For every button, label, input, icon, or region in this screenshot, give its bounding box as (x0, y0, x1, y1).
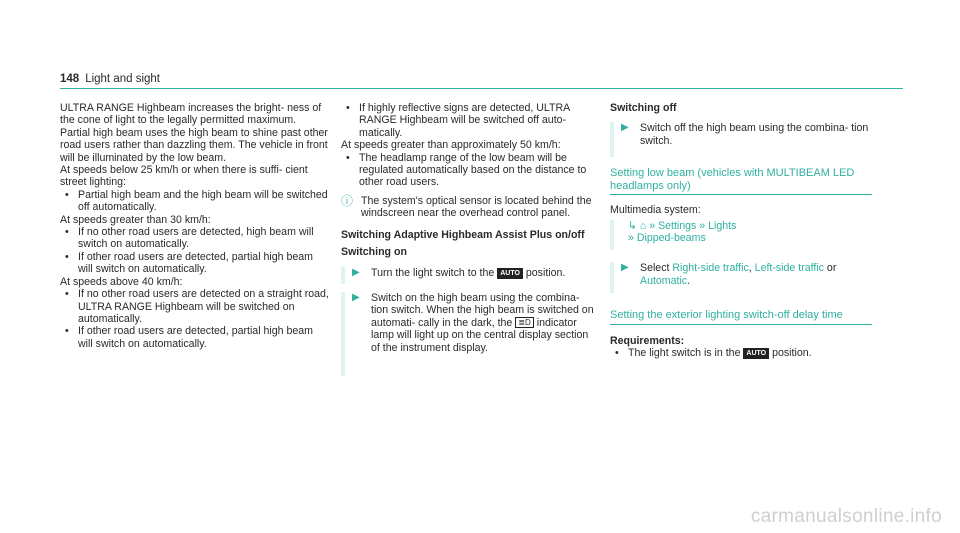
bullet-text: The light switch is in the (628, 347, 741, 360)
bullet-text: position. (772, 347, 812, 360)
menu-item-settings: Settings (658, 219, 697, 232)
step-text: Select (640, 262, 670, 275)
comma: , (748, 262, 752, 275)
step (610, 262, 872, 293)
page-number: 148 (60, 73, 80, 85)
auto-switch-icon: AUTO (743, 348, 769, 359)
step-arrow-icon: ▶ (621, 122, 629, 134)
requirements-heading: Requirements: (610, 334, 685, 347)
chevron-icon: » (649, 219, 656, 232)
menu-item-lights: Lights (708, 219, 737, 232)
option-right-side-traffic: Right-side traffic (672, 262, 749, 275)
step (610, 122, 872, 157)
step-text: Switch on the high beam using the combina- tion switch. When the high beam is switched on automati- cally in the dark, the (371, 291, 594, 329)
bullet-item: • If other road users are detected, partial high beam will switch on automatically. (65, 251, 330, 276)
column-1 (60, 102, 330, 350)
paragraph: At speeds greater than approximately 50 km/h: (341, 139, 561, 152)
home-icon: ⌂ (639, 219, 647, 232)
paragraph: At speeds above 40 km/h: (60, 275, 183, 288)
menu-arrow-icon: ↳ (628, 219, 637, 232)
period: . (687, 274, 691, 287)
bullet-item: • The headlamp range of the low beam will be regulated automatically based on the distance to other road users. (346, 152, 596, 189)
header-rule (60, 88, 903, 89)
chevron-icon: » (628, 232, 634, 245)
note-text: The system's optical sensor is located behind the windscreen near the overhead control panel. (361, 194, 592, 220)
bullet-item: • If no other road users are detected, high beam will switch on automatically. (65, 226, 330, 251)
note (341, 195, 596, 220)
option-left-side-traffic: Left-side traffic (754, 262, 824, 275)
column-3 (610, 102, 872, 360)
watermark: carmanualsonline.info (750, 506, 942, 527)
step-arrow-icon: ▶ (352, 291, 360, 303)
section-subheading: Setting the exterior lighting switch-off delay time (610, 309, 872, 325)
chevron-icon: » (699, 219, 706, 232)
bullet-item: • If no other road users are detected on a straight road, ULTRA RANGE Highbeam will be switched on automatically. (65, 288, 330, 325)
paragraph: At speeds below 25 km/h or when there is suffi- cient street lighting: (60, 164, 308, 189)
step (341, 267, 596, 283)
bullet-item: • If other road users are detected, partial high beam will switch on automatically. (65, 325, 330, 350)
menu-path (610, 220, 872, 251)
bullet-item: • Partial high beam and the high beam will be switched off automatically. (65, 189, 330, 214)
paragraph: ULTRA RANGE Highbeam increases the bright- ness of the cone of light to the legally permitted maximum. (60, 102, 322, 127)
step-text: Turn the light switch to the (371, 267, 495, 280)
step-arrow-icon: ▶ (621, 262, 629, 274)
page-header (60, 73, 160, 85)
step-text: indicator lamp will light up on the central display section of the instrument display. (371, 316, 589, 354)
paragraph: At speeds greater than 30 km/h: (60, 213, 211, 226)
paragraph: Multimedia system: (610, 204, 701, 217)
page-section-title: Light and sight (85, 73, 160, 85)
paragraph: Partial high beam uses the high beam to shine past other road users rather than dazzling them. The vehicle in front will be illuminated by the low beam. (60, 126, 328, 164)
conjunction: or (826, 262, 837, 275)
step-arrow-icon: ▶ (352, 267, 360, 279)
step-text: position. (525, 267, 566, 280)
section-subheading: Setting low beam (vehicles with MULTIBEAM LED headlamps only) (610, 167, 872, 195)
column-2 (341, 102, 596, 376)
step-text: Switch off the high beam using the combina- tion switch. (640, 122, 869, 147)
info-icon: ⓘ (341, 193, 354, 208)
section-heading: Switching Adaptive Highbeam Assist Plus on/off (341, 228, 585, 241)
high-beam-indicator-icon: ≣D (515, 317, 533, 328)
option-automatic: Automatic (640, 274, 688, 287)
menu-item-dipped-beams: Dipped-beams (636, 232, 706, 245)
bullet-item: • If highly reflective signs are detected, ULTRA RANGE Highbeam will be switched off auto- matically. (346, 102, 596, 139)
step (341, 292, 596, 376)
auto-switch-icon: AUTO (497, 268, 523, 279)
bullet-item (615, 347, 872, 359)
subsection-heading: Switching on (341, 246, 407, 259)
section-heading: Switching off (610, 102, 677, 114)
